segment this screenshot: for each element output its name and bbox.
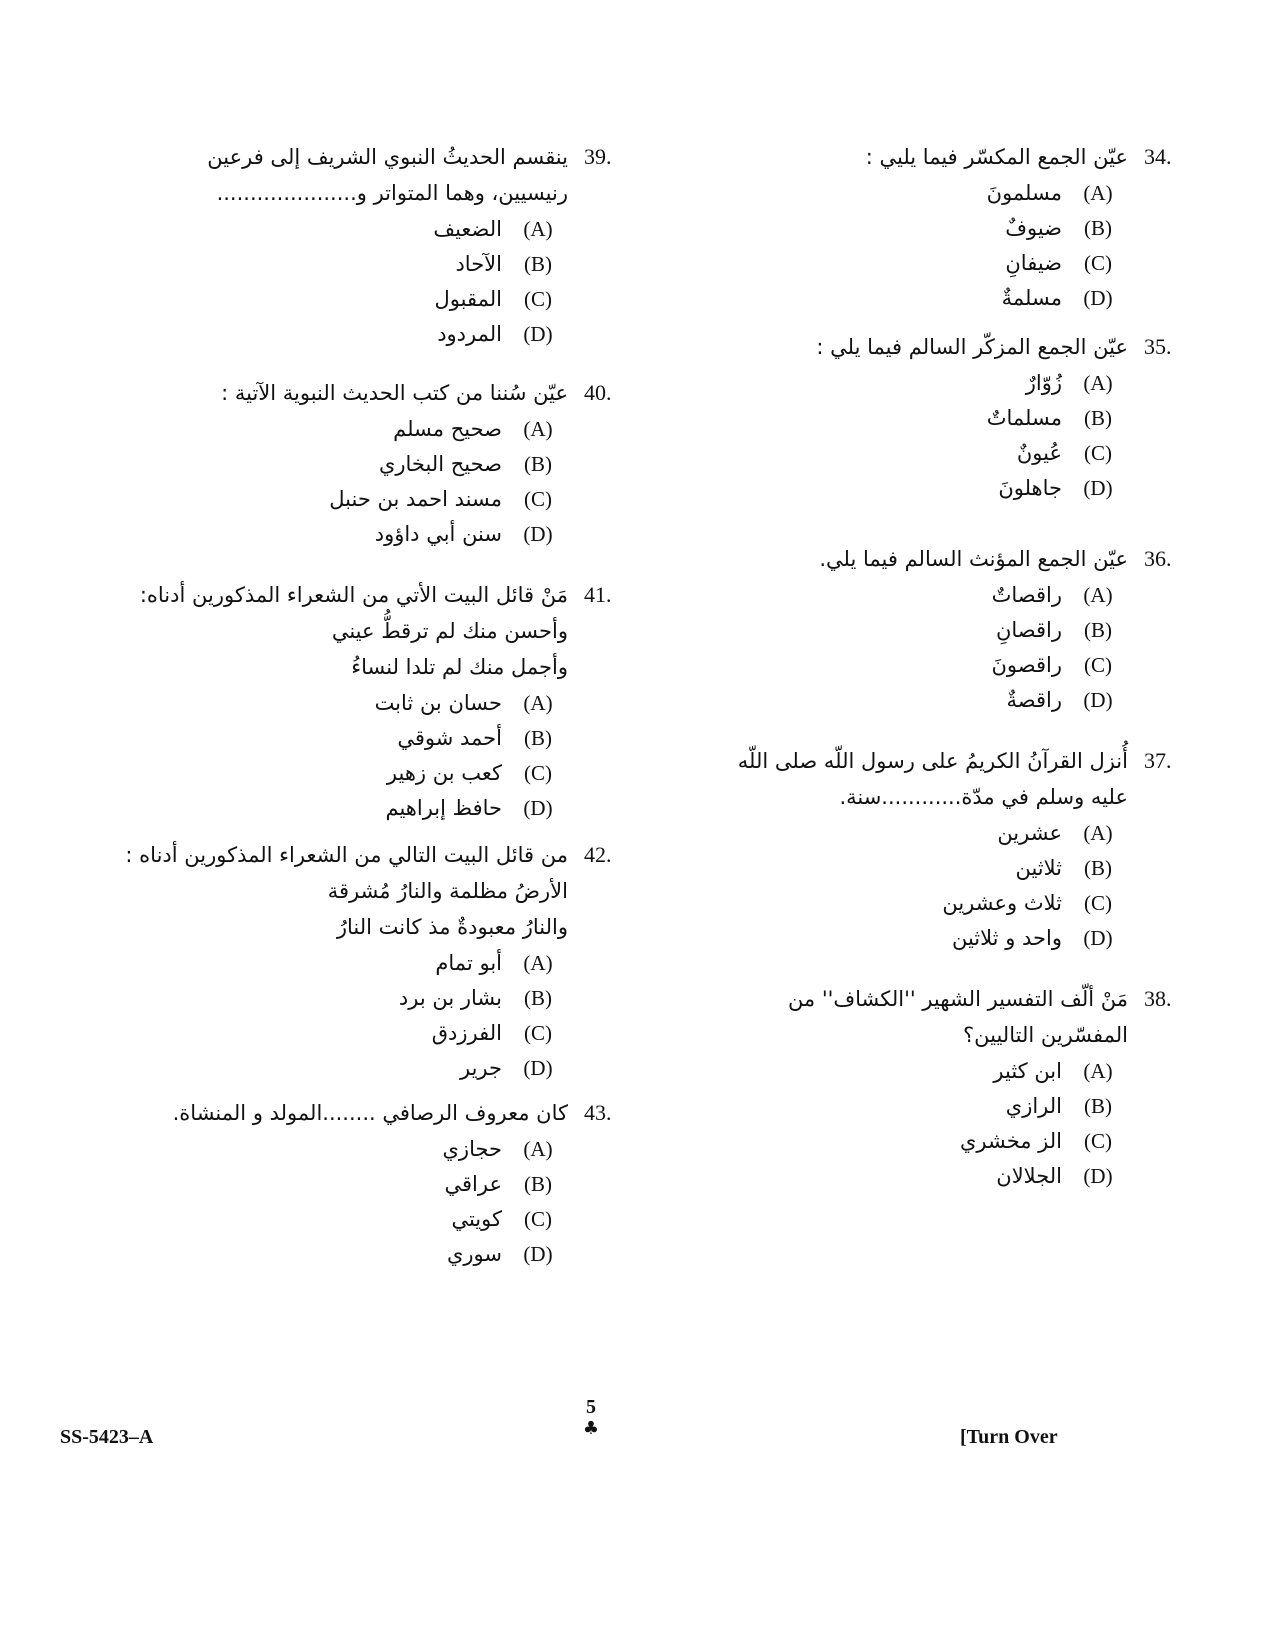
option-d[interactable] (640, 471, 1200, 506)
question-38 (640, 982, 1200, 1194)
question-number: 39. (584, 144, 612, 169)
option-d[interactable] (640, 921, 1200, 956)
question-number: 41. (584, 582, 612, 607)
option-letter: (D) (523, 796, 553, 820)
question-40 (80, 376, 640, 552)
option-text: حسان بن ثابت (374, 691, 502, 715)
option-c[interactable] (80, 1016, 640, 1051)
option-letter: (C) (524, 287, 552, 311)
option-letter: (B) (1084, 406, 1112, 430)
question-text: مَنْ ألّف التفسير الشهير ''الكشاف'' من (787, 987, 1128, 1011)
option-letter: (A) (523, 217, 553, 241)
question-text: من قائل البيت التالي من الشعراء المذكورين أدناه : (125, 843, 568, 867)
option-d[interactable] (640, 281, 1200, 316)
option-letter: (C) (1084, 1129, 1112, 1153)
question-text-line2: المفسّرين التاليين؟ (963, 1023, 1128, 1047)
option-text: الآحاد (455, 252, 502, 276)
option-a[interactable] (80, 212, 640, 247)
option-text: راقصةٌ (1006, 688, 1062, 712)
option-text: راقصانِ (995, 618, 1062, 642)
option-text: جرير (460, 1056, 502, 1080)
option-text: ضيفانِ (1005, 251, 1062, 275)
option-letter: (C) (524, 1207, 552, 1231)
verse-line-1: الأرضُ مظلمة والنارُ مُشرقة (327, 879, 568, 903)
question-number: 38. (1144, 986, 1172, 1011)
question-text-line2: عليه وسلم في مدّة............سنة. (839, 785, 1128, 809)
question-number: 34. (1144, 144, 1172, 169)
option-a[interactable] (80, 946, 640, 981)
option-letter: (B) (524, 1172, 552, 1196)
option-a[interactable] (640, 578, 1200, 613)
option-letter: (D) (523, 322, 553, 346)
question-number: 40. (584, 380, 612, 405)
option-text: المردود (437, 322, 502, 346)
option-letter: (A) (1083, 821, 1113, 845)
page-number: 5 (586, 1396, 596, 1418)
question-43 (80, 1096, 640, 1272)
option-text: عُيونٌ (1016, 441, 1062, 465)
option-a[interactable] (640, 176, 1200, 211)
option-text: كعب بن زهير (386, 761, 502, 785)
option-letter: (A) (523, 1137, 553, 1161)
option-text: ثلاثين (1015, 856, 1062, 880)
option-c[interactable] (640, 436, 1200, 471)
question-text: عيّن الجمع المزكّر السالم فيما يلي : (816, 335, 1128, 359)
option-d[interactable] (80, 517, 640, 552)
question-text: عيّن الجمع المؤنث السالم فيما يلي. (819, 547, 1128, 571)
question-34 (640, 140, 1200, 316)
option-b[interactable] (80, 1167, 640, 1202)
option-letter: (A) (1083, 583, 1113, 607)
question-42 (80, 838, 640, 1086)
option-c[interactable] (640, 886, 1200, 921)
option-letter: (C) (1084, 891, 1112, 915)
question-text: أُنزل القرآنُ الكريمُ على رسول اللّه صلى اللّه (737, 749, 1128, 773)
option-text: عشرين (997, 821, 1062, 845)
option-letter: (A) (523, 691, 553, 715)
option-b[interactable] (80, 721, 640, 756)
option-text: ثلاث وعشرين (942, 891, 1062, 915)
option-c[interactable] (640, 1124, 1200, 1159)
option-b[interactable] (640, 613, 1200, 648)
option-a[interactable] (640, 366, 1200, 401)
option-c[interactable] (640, 246, 1200, 281)
option-d[interactable] (80, 1237, 640, 1272)
option-a[interactable] (640, 1054, 1200, 1089)
left-column (80, 0, 640, 1400)
question-number: 43. (584, 1100, 612, 1125)
option-letter: (B) (1084, 618, 1112, 642)
option-letter: (A) (1083, 1059, 1113, 1083)
option-d[interactable] (80, 791, 640, 826)
option-text: الفرزدق (431, 1021, 502, 1045)
option-b[interactable] (640, 401, 1200, 436)
option-letter: (D) (523, 1242, 553, 1266)
option-b[interactable] (80, 447, 640, 482)
option-letter: (C) (1084, 653, 1112, 677)
question-number: 42. (584, 842, 612, 867)
option-text: زُوّارٌ (1025, 371, 1062, 395)
option-letter: (D) (1083, 286, 1113, 310)
question-text: مَنْ قائل البيت الأتي من الشعراء المذكورين أدناه: (139, 583, 568, 607)
option-letter: (B) (1084, 216, 1112, 240)
option-letter: (B) (1084, 856, 1112, 880)
option-letter: (B) (524, 252, 552, 276)
option-text: كويتي (451, 1207, 502, 1231)
option-d[interactable] (80, 317, 640, 352)
paper-code: SS-5423–A (60, 1426, 154, 1448)
option-c[interactable] (640, 648, 1200, 683)
option-c[interactable] (80, 1202, 640, 1237)
option-d[interactable] (640, 1159, 1200, 1194)
option-a[interactable] (80, 412, 640, 447)
club-icon: ♣ (582, 1418, 600, 1439)
option-a[interactable] (640, 816, 1200, 851)
option-text: ضيوفٌ (1005, 216, 1062, 240)
right-column (640, 0, 1200, 1400)
option-a[interactable] (80, 1132, 640, 1167)
option-text: الجلالان (996, 1164, 1062, 1188)
option-letter: (D) (1083, 476, 1113, 500)
option-d[interactable] (80, 1051, 640, 1086)
option-letter: (C) (524, 487, 552, 511)
question-number: 36. (1144, 546, 1172, 571)
option-letter: (A) (523, 951, 553, 975)
question-text: عيّن الجمع المكسّر فيما يليي : (865, 145, 1128, 169)
turn-over-label: [Turn Over (960, 1426, 1058, 1448)
option-a[interactable] (80, 686, 640, 721)
verse-line-1: وأحسن منك لم ترقطُّ عيني (331, 619, 568, 643)
option-letter: (A) (523, 417, 553, 441)
option-letter: (D) (523, 1056, 553, 1080)
option-text: حافظ إبراهيم (385, 796, 502, 820)
option-text: المقبول (434, 287, 502, 311)
option-letter: (C) (1084, 251, 1112, 275)
option-letter: (C) (524, 1021, 552, 1045)
verse-line-2: والنارُ معبودةٌ مذ كانت النارُ (336, 915, 568, 939)
question-35 (640, 330, 1200, 506)
question-39 (80, 140, 640, 352)
option-c[interactable] (80, 282, 640, 317)
question-number: 35. (1144, 334, 1172, 359)
option-letter: (D) (1083, 1164, 1113, 1188)
option-text: حجازي (442, 1137, 502, 1161)
option-letter: (B) (1084, 1094, 1112, 1118)
verse-line-2: وأجمل منك لم تلدا لنساءُ (351, 655, 568, 679)
option-text: سوري (446, 1242, 502, 1266)
option-letter: (B) (524, 452, 552, 476)
option-b[interactable] (80, 247, 640, 282)
option-text: جاهلونَ (998, 476, 1062, 500)
option-text: راقصونَ (991, 653, 1062, 677)
option-text: ابن كثير (993, 1059, 1062, 1083)
option-letter: (C) (524, 761, 552, 785)
question-text-line2: رنيسيين، وهما المتواتر و..................... (216, 181, 568, 205)
option-text: الضعيف (433, 217, 502, 241)
option-text: مسلماتٌ (986, 406, 1062, 430)
option-d[interactable] (640, 683, 1200, 718)
option-c[interactable] (80, 482, 640, 517)
question-number: 37. (1144, 748, 1172, 773)
option-text: مسند احمد بن حنبل (329, 487, 502, 511)
option-letter: (D) (1083, 926, 1113, 950)
question-41 (80, 578, 640, 826)
option-text: بشار بن برد (398, 986, 502, 1010)
option-b[interactable] (640, 211, 1200, 246)
question-37 (640, 744, 1200, 956)
option-c[interactable] (80, 756, 640, 791)
option-text: أحمد شوقي (397, 726, 502, 750)
option-text: عراقي (444, 1172, 502, 1196)
option-letter: (D) (1083, 688, 1113, 712)
option-b[interactable] (640, 1089, 1200, 1124)
question-36 (640, 542, 1200, 718)
option-text: الز مخشري (959, 1129, 1062, 1153)
option-text: راقصاتٌ (991, 583, 1062, 607)
option-letter: (D) (523, 522, 553, 546)
option-text: الرازي (1005, 1094, 1062, 1118)
option-text: صحيح مسلم (393, 417, 502, 441)
option-letter: (B) (524, 986, 552, 1010)
option-text: سنن أبي داؤود (374, 522, 502, 546)
option-letter: (A) (1083, 181, 1113, 205)
option-letter: (A) (1083, 371, 1113, 395)
option-text: صحيح البخاري (378, 452, 502, 476)
option-text: أبو تمام (435, 951, 502, 975)
option-b[interactable] (80, 981, 640, 1016)
option-text: مسلمةٌ (1001, 286, 1062, 310)
option-text: مسلمونَ (986, 181, 1062, 205)
option-letter: (B) (524, 726, 552, 750)
question-text: ينقسم الحديثُ النبوي الشريف إلى فرعين (207, 145, 568, 169)
option-text: واحد و ثلاثين (951, 926, 1062, 950)
question-text: عيّن سُننا من كتب الحديث النبوية الآتية : (221, 381, 568, 405)
option-letter: (C) (1084, 441, 1112, 465)
question-text: كان معروف الرصافي ........المولد و المنشاة. (172, 1101, 568, 1125)
option-b[interactable] (640, 851, 1200, 886)
